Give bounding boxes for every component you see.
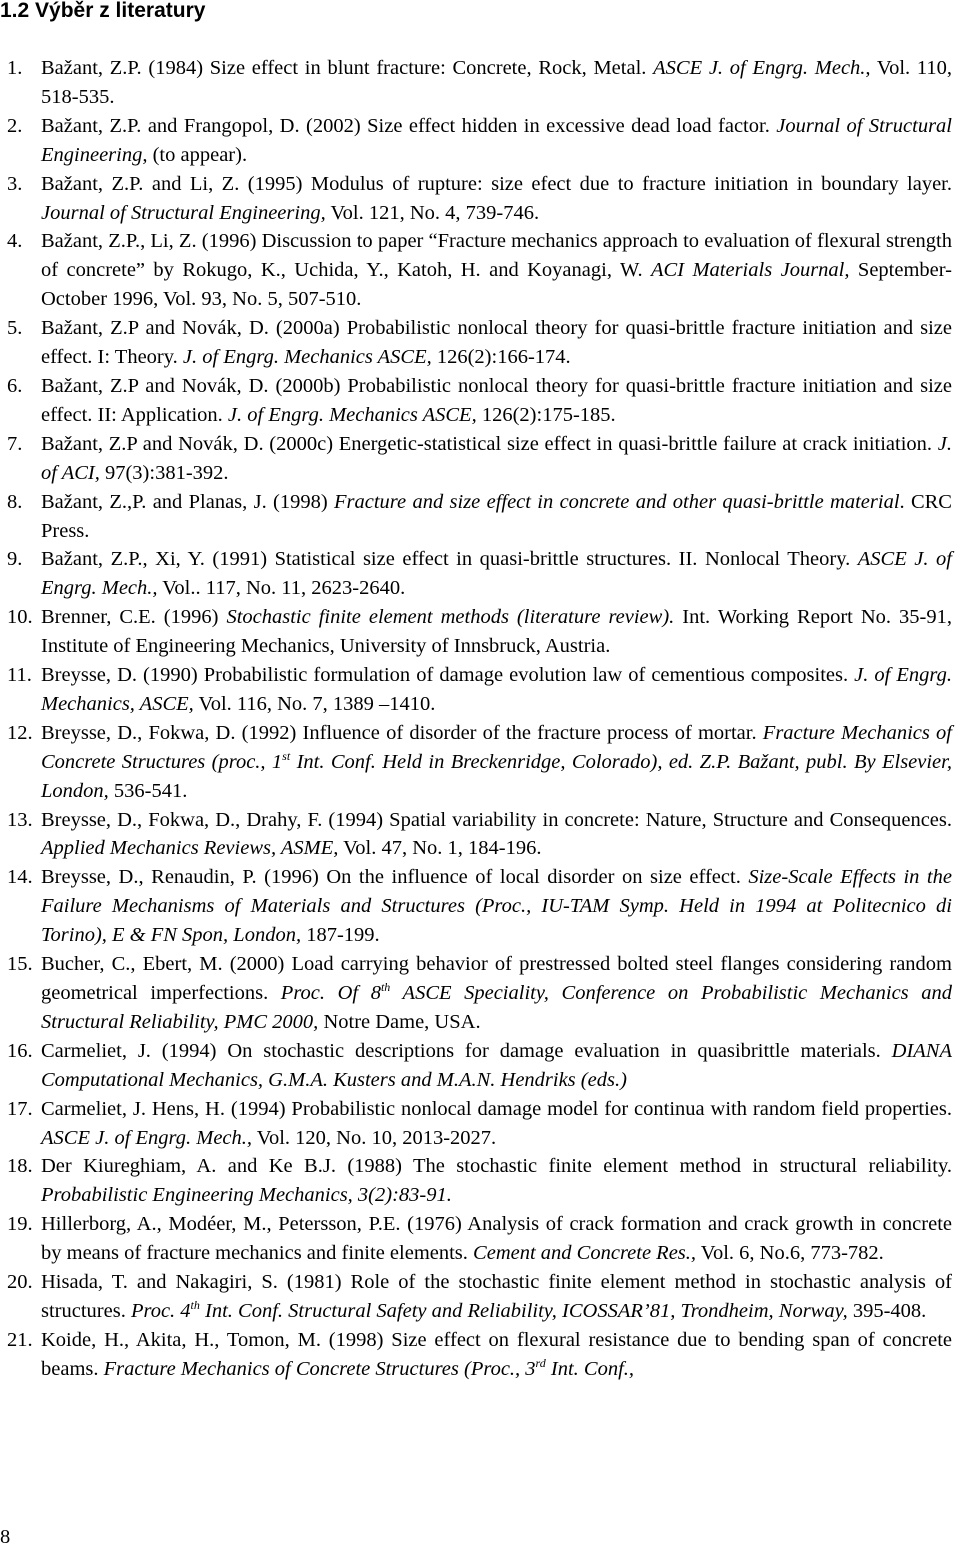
reference-item: [0, 719, 952, 806]
reference-italic-text: Journal of Structural Engineering,: [41, 201, 326, 224]
reference-text: Breysse, D. (1990) Probabilistic formulation of damage evolution law of cementious composites.: [41, 664, 855, 687]
reference-text: September-October 1996, Vol. 93, No. 5, 507-510.: [41, 259, 953, 311]
reference-number: 10.: [7, 606, 33, 629]
reference-text: Vol. 120, No. 10, 2013-2027.: [252, 1126, 497, 1149]
reference-text: Vol. 116, No. 7, 1389 –1410.: [193, 692, 436, 715]
reference-item: [0, 545, 952, 603]
reference-italic-text: st: [282, 748, 291, 763]
reference-number: 19.: [7, 1213, 33, 1236]
reference-italic-text: Applied Mechanics Reviews, ASME,: [41, 837, 339, 860]
reference-italic-text: Int. Conf. Structural Safety and Reliability, ICOSSAR’81, Trondheim, Norway,: [199, 1299, 848, 1322]
reference-item: [0, 488, 952, 546]
reference-italic-text: ACI Materials Journal,: [651, 259, 850, 282]
reference-text: Bažant, Z.,P. and Planas, J. (1998): [41, 490, 335, 513]
page-number: 8: [0, 1526, 11, 1548]
reference-item: [0, 1095, 952, 1153]
reference-italic-text: J. of Engrg. Mechanics, ASCE,: [41, 664, 952, 715]
reference-item: [0, 372, 952, 430]
reference-text: Vol. 121, No. 4, 739-746.: [325, 201, 540, 224]
reference-text: Bažant, Z.P., Li, Z. (1996) Discussion to paper “Fracture mechanics approach to evaluation of flexural strength of concrete” by Rokugo, K., Uchida, Y., Katoh, H. and Koyanagi, W.: [41, 230, 952, 282]
reference-list: [0, 54, 952, 1384]
reference-text: Koide, H., Akita, H., Tomon, M. (1998) Size effect on flexural resistance due to bending span of concrete beams.: [41, 1328, 952, 1380]
reference-number: 7.: [7, 432, 23, 455]
reference-item: [0, 430, 952, 488]
reference-text: Notre Dame, USA.: [318, 1010, 481, 1033]
reference-italic-text: J. of Engrg. Mechanics ASCE,: [182, 346, 432, 369]
reference-number: 13.: [7, 808, 33, 831]
reference-number: 6.: [7, 374, 23, 397]
reference-italic-text: Stochastic finite element methods (literature review).: [226, 606, 675, 629]
reference-item: [0, 661, 952, 719]
reference-italic-text: Fracture and size effect in concrete and other quasi-brittle material: [334, 490, 900, 513]
reference-italic-text: Fracture Mechanics of Concrete Structures (Proc., 3: [103, 1357, 536, 1380]
reference-text: (to appear).: [147, 143, 248, 166]
reference-italic-text: th: [380, 980, 391, 994]
reference-number: 2.: [7, 114, 23, 137]
reference-number: 15.: [7, 953, 33, 976]
reference-text: . CRC Press.: [41, 490, 952, 542]
reference-text: 395-408.: [847, 1299, 927, 1322]
reference-item: [0, 950, 952, 1037]
reference-number: 9.: [7, 548, 23, 571]
reference-italic-text: Probabilistic Engineering Mechanics, 3(2):83-91.: [41, 1184, 452, 1207]
reference-number: 5.: [7, 317, 23, 340]
reference-text: Vol. 110, 518-535.: [41, 57, 952, 108]
reference-italic-text: rd: [535, 1355, 546, 1370]
reference-text: Der Kiureghiam, A. and Ke B.J. (1988) The stochastic finite element method in structural reliability.: [41, 1155, 952, 1178]
reference-item: [0, 1268, 952, 1326]
reference-number: 1.: [7, 57, 23, 79]
reference-italic-text: Int. Conf.,: [545, 1357, 635, 1380]
reference-italic-text: th: [190, 1297, 200, 1312]
reference-italic-text: Cement and Concrete Res.,: [473, 1242, 697, 1265]
reference-italic-text: Proc. 4: [130, 1299, 191, 1322]
reference-text: Bucher, C., Ebert, M. (2000) Load carrying behavior of prestressed bolted steel flanges considering random geometrical imperfections.: [41, 953, 952, 1004]
reference-italic-text: J. of ACI,: [41, 432, 952, 484]
reference-text: Vol. 6, No.6, 773-782.: [696, 1242, 884, 1265]
reference-text: Breysse, D., Renaudin, P. (1996) On the influence of local disorder on size effect.: [41, 866, 749, 889]
reference-text: Brenner, C.E. (1996): [41, 606, 227, 629]
reference-text: Bažant, Z.P and Novák, D. (2000b) Probabilistic nonlocal theory for quasi-brittle fracture initiation and size effect. II: Application.: [41, 374, 952, 426]
reference-number: 11.: [7, 664, 32, 687]
reference-item: [0, 314, 952, 372]
reference-item: [0, 170, 952, 228]
reference-text: Vol.. 117, No. 11, 2623-2640.: [157, 577, 406, 600]
reference-text: 97(3):381-392.: [99, 461, 229, 484]
reference-italic-text: Proc. Of 8: [280, 982, 381, 1004]
reference-text: 187-199.: [301, 924, 380, 947]
reference-number: 3.: [7, 172, 23, 195]
reference-italic-text: ASCE J. of Engrg. Mech.,: [653, 57, 871, 79]
reference-number: 21.: [7, 1328, 33, 1351]
reference-italic-text: ASCE Speciality, Conference on Probabilistic Mechanics and Structural Reliability, PMC 2000,: [41, 982, 953, 1033]
reference-text: Hisada, T. and Nakagiri, S. (1981) Role of the stochastic finite element method in stochastic analysis of structures.: [41, 1271, 952, 1322]
reference-number: 20.: [7, 1271, 33, 1294]
reference-number: 14.: [7, 866, 33, 889]
reference-italic-text: Int. Conf. Held in Breckenridge, Colorado), ed. Z.P. Bažant, publ. By Elsevier, London,: [41, 750, 952, 802]
reference-italic-text: Fracture Mechanics of Concrete Structures (proc., 1: [41, 721, 953, 773]
reference-item: [0, 1326, 952, 1384]
reference-item: [0, 227, 952, 314]
reference-text: Vol. 47, No. 1, 184-196.: [338, 837, 542, 860]
reference-text: Int. Working Report No. 35-91, Institute of Engineering Mechanics, University of Innsbruck, Austria.: [41, 606, 952, 658]
reference-italic-text: Journal of Structural Engineering,: [41, 114, 952, 166]
reference-number: 4.: [7, 230, 23, 253]
reference-item: [0, 1152, 952, 1210]
reference-text: Bažant, Z.P. (1984) Size effect in blunt fracture: Concrete, Rock, Metal.: [41, 57, 654, 79]
reference-number: 18.: [7, 1155, 33, 1178]
reference-italic-text: ASCE J. of Engrg. Mech.,: [41, 1126, 253, 1149]
reference-text: Breysse, D., Fokwa, D. (1992) Influence of disorder of the fracture process of mortar.: [41, 721, 763, 744]
reference-number: 12.: [7, 721, 33, 744]
reference-item: [0, 1037, 952, 1095]
reference-text: 126(2):166-174.: [431, 346, 571, 369]
reference-text: Bažant, Z.P and Novák, D. (2000a) Probabilistic nonlocal theory for quasi-brittle fracture initiation and size effect. I: Theory.: [41, 317, 952, 369]
reference-text: Bažant, Z.P and Novák, D. (2000c) Energetic-statistical size effect in quasi-brittle failure at crack initiation.: [41, 432, 938, 455]
reference-text: 536-541.: [108, 779, 188, 802]
reference-text: Hillerborg, A., Modéer, M., Petersson, P.E. (1976) Analysis of crack formation and crack growth in concrete by means of fracture mechanics and finite elements.: [41, 1213, 952, 1265]
reference-item: [0, 806, 952, 864]
section-heading: 1.2 Výběr z literatury: [0, 0, 206, 22]
reference-text: Breysse, D., Fokwa, D., Drahy, F. (1994) Spatial variability in concrete: Nature, Structure and Consequences.: [41, 808, 952, 831]
reference-text: Carmeliet, J. Hens, H. (1994) Probabilistic nonlocal damage model for continua with random field properties.: [41, 1097, 952, 1120]
reference-text: Carmeliet, J. (1994) On stochastic descriptions for damage evaluation in quasibrittle materials.: [41, 1039, 892, 1062]
reference-number: 8.: [7, 490, 23, 513]
reference-text: 126(2):175-185.: [476, 403, 616, 426]
reference-item: [0, 603, 952, 661]
reference-item: [0, 1210, 952, 1268]
reference-item: [0, 112, 952, 170]
reference-text: Bažant, Z.P. and Frangopol, D. (2002) Size effect hidden in excessive dead load factor.: [41, 114, 777, 137]
reference-italic-text: ASCE J. of Engrg. Mech.,: [41, 548, 952, 600]
reference-number: 17.: [7, 1097, 33, 1120]
reference-item: [0, 54, 952, 112]
reference-item: [0, 863, 952, 950]
reference-italic-text: J. of Engrg. Mechanics ASCE,: [227, 403, 477, 426]
reference-italic-text: DIANA Computational Mechanics, G.M.A. Kusters and M.A.N. Hendriks (eds.): [41, 1039, 952, 1091]
reference-italic-text: Size-Scale Effects in the Failure Mechanisms of Materials and Structures (Proc., IU-TAM Symp. Held in 1994 at Politecnico di Torino), E & FN Spon, London,: [41, 866, 952, 947]
reference-text: Bažant, Z.P. and Li, Z. (1995) Modulus of rupture: size efect due to fracture initiation in boundary layer.: [41, 172, 952, 195]
reference-number: 16.: [7, 1039, 33, 1062]
reference-text: Bažant, Z.P., Xi, Y. (1991) Statistical size effect in quasi-brittle structures. II. Nonlocal Theory.: [41, 548, 858, 571]
